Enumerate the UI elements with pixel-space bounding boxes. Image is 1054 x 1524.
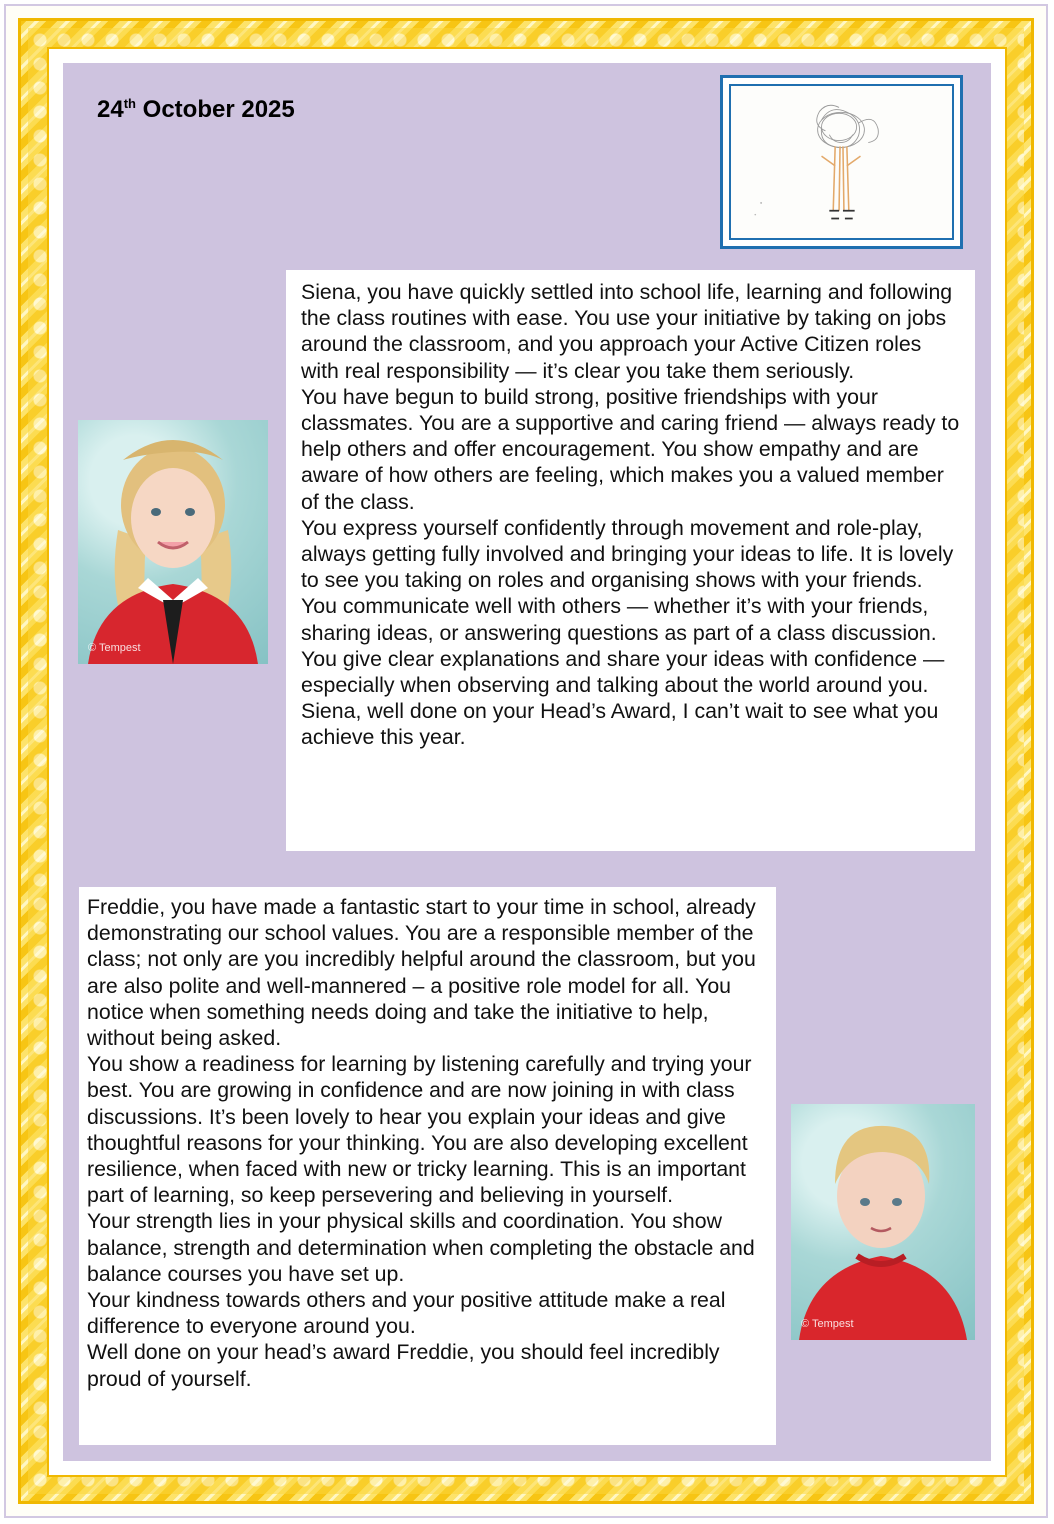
siena-photo [78,420,268,664]
freddie-photo [791,1104,975,1340]
freddie-paragraph: Freddie, you have made a fantastic start to your time in school, already demonstrating our school values. You are a responsible member of the class; not only are you incredibly helpful around the classroom, but you are also polite and well-mannered – a positive role model for all. You notice when something needs doing and take the initiative to help, without being asked. [87,895,756,1051]
photo-watermark: © Tempest [801,1318,854,1330]
siena-paragraph: You communicate well with others — whether it’s with your friends, sharing ideas, or answering questions as part of a class discussion. You give clear explanations and share your ideas with confidence — especially when observing and talking about the world around you. [301,594,945,698]
siena-paragraph: Siena, well done on your Head’s Award, I can’t wait to see what you achieve this year. [301,699,939,750]
date-day: 24 [97,96,124,123]
photo-watermark: © Tempest [88,642,141,654]
date-suffix: th [123,96,136,111]
boy-portrait-icon [791,1104,975,1340]
siena-paragraph: You have begun to build strong, positive friendships with your classmates. You are a supportive and caring friend — always ready to help others and offer encouragement. You show empathy and are aware of how others are feeling, which makes you a valued member of the class. [301,384,960,514]
freddie-comment-box [79,887,776,1445]
girl-portrait-icon [78,420,268,664]
siena-paragraph: Siena, you have quickly settled into school life, learning and following the class routines with ease. You use your initiative by taking on jobs around the classroom, and you approach your Active Citizen roles with real responsibility — it’s clear you take them seriously. [301,280,953,383]
siena-comment-box [286,270,975,851]
child-drawing-frame [720,75,963,249]
freddie-paragraph: Your strength lies in your physical skills and coordination. You show balance, strength and determination when completing the obstacle and balance courses you have set up. [87,1209,755,1286]
freddie-paragraph: Well done on your head’s award Freddie, you should feel incredibly proud of yourself. [87,1340,720,1391]
date-heading [97,96,295,124]
figure-drawing-icon [731,86,952,238]
child-drawing [729,84,954,240]
freddie-paragraph: You show a readiness for learning by listening carefully and trying your best. You are growing in confidence and are now joining in with class discussions. It’s been lovely to hear you explain your ideas and give thoughtful reasons for your thinking. You are also developing excellent resilience, when faced with new or tricky learning. This is an important part of learning, so keep persevering and believing in yourself. [87,1052,752,1208]
siena-paragraph: You express yourself confidently through movement and role-play, always getting fully involved and bringing your ideas to life. It is lovely to see you taking on roles and organising shows with your friends. [301,515,954,593]
freddie-paragraph: Your kindness towards others and your positive attitude make a real difference to everyone around you. [87,1288,726,1339]
date-month-year: October 2025 [142,96,295,123]
